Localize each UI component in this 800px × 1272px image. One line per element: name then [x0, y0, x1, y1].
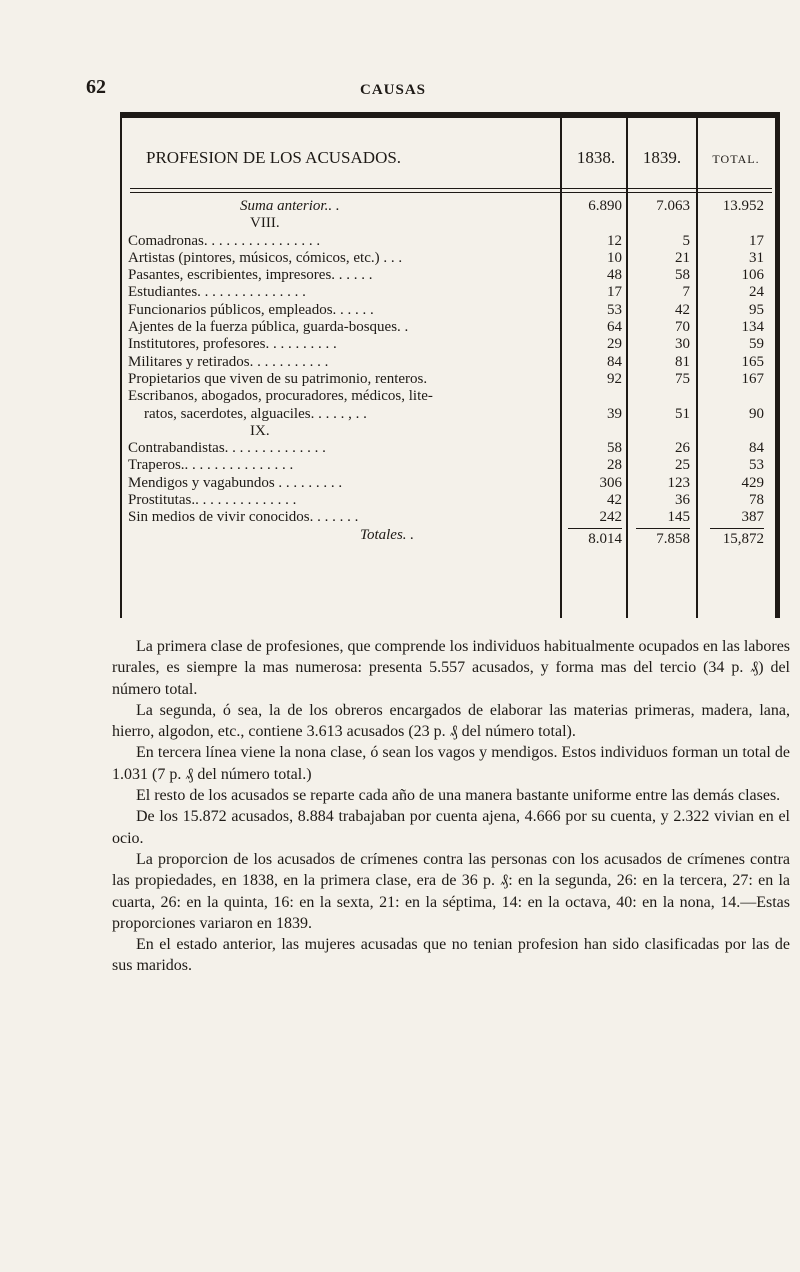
row-label: Militares y retirados. . . . . . . . . . . — [128, 353, 329, 370]
header-1838: 1838. — [576, 148, 616, 167]
value-1839: 70 — [675, 319, 690, 336]
section-heading — [120, 215, 780, 232]
paragraph: La primera clase de profesiones, que comprende los individuos habitualmente ocupados en las labores rurales, es siempre la mas numerosa: presenta 5.557 acusados, y forma mas del tercio (34 p. ₰) del número total. — [112, 638, 791, 698]
value-1839: 26 — [675, 440, 690, 457]
table-row — [120, 457, 780, 474]
value-total: 90 — [749, 405, 764, 422]
value-1838: 64 — [607, 319, 622, 336]
value-total: 387 — [741, 509, 764, 526]
value-1838: 58 — [607, 440, 622, 457]
row-label: Comadronas. . . . . . . . . . . . . . . . — [128, 232, 321, 249]
page-number: 62 — [86, 76, 106, 98]
table-row — [120, 267, 780, 284]
header-rule — [130, 188, 772, 189]
table-row — [120, 440, 780, 457]
totals-row — [120, 527, 780, 549]
row-label: Prostitutas.. . . . . . . . . . . . . . — [128, 492, 297, 509]
table-row — [120, 371, 780, 388]
table-row — [120, 284, 780, 301]
row-label-line: ratos, sacerdotes, alguaciles. . . . . , . . — [144, 405, 367, 422]
table-row — [120, 319, 780, 336]
value-total: 106 — [741, 267, 764, 284]
value-total: 24 — [749, 284, 764, 301]
table-row — [120, 354, 780, 371]
row-label: Artistas (pintores, músicos, cómicos, etc.) . . . — [128, 249, 403, 266]
value-total: 13.952 — [722, 198, 764, 214]
header-total: TOTAL. — [712, 152, 760, 166]
value-1838: 28 — [607, 457, 622, 474]
row-label — [128, 388, 548, 423]
value-total: 429 — [741, 474, 764, 491]
header-rule — [130, 192, 772, 193]
value-1839: 36 — [675, 492, 690, 509]
value-1838: 48 — [607, 267, 622, 284]
row-label: Mendigos y vagabundos . . . . . . . . . — [128, 474, 343, 491]
value-1838: 29 — [607, 336, 622, 353]
section-viii: VIII. — [250, 215, 280, 232]
value-1839: 7.063 — [656, 198, 690, 214]
header-1839: 1839. — [642, 148, 682, 167]
value-1839: 51 — [675, 405, 690, 422]
value-1838: 242 — [599, 509, 622, 526]
row-label: Pasantes, escribientes, impresores. . . . . . — [128, 267, 373, 284]
value-1838: 53 — [607, 301, 622, 318]
table-row — [120, 475, 780, 492]
table-body — [120, 198, 780, 549]
paragraph: De los 15.872 acusados, 8.884 trabajaban por cuenta ajena, 4.666 por su cuenta, y 2.322 vivian en el ocio. — [112, 808, 790, 847]
value-total: 59 — [749, 336, 764, 353]
value-1838: 84 — [607, 353, 622, 370]
section-heading — [120, 423, 780, 440]
table-row — [120, 250, 780, 267]
table-row — [120, 302, 780, 319]
table-row — [120, 492, 780, 509]
paragraph: La proporcion de los acusados de crímenes contra las personas con los acusados de crímenes contra las propiedades, en 1838, en la primera clase, era de 36 p. ₰: en la segunda, 26: en la tercera, 27: en la cuarta, 26: en la quinta, 16: en la sexta, 21: en la séptima, 14: en la octava, 40: en la nona, 14.—Estas proporciones variaron en 1839. — [112, 850, 790, 932]
value-1839: 58 — [675, 267, 690, 284]
value-1839: 30 — [675, 336, 690, 353]
table-row — [120, 233, 780, 250]
value-1838: 39 — [607, 405, 622, 422]
row-label: Ajentes de la fuerza pública, guarda-bosques. . — [128, 319, 409, 336]
value-1839: 7 — [682, 284, 690, 301]
value-1839: 5 — [682, 232, 690, 249]
table-row — [120, 509, 780, 526]
value-total: 17 — [749, 232, 764, 249]
value-1838: 6.890 — [588, 198, 622, 214]
carry-row — [120, 198, 780, 215]
value-total: 84 — [749, 440, 764, 457]
paragraph: En el estado anterior, las mujeres acusadas que no tenian profesion han sido clasificadas por las de sus maridos. — [112, 936, 790, 975]
value-1838: 306 — [599, 474, 622, 491]
value-total: 167 — [741, 370, 764, 387]
total-1838: 8.014 — [568, 528, 622, 548]
row-label-line: Escribanos, abogados, procuradores, médicos, lite- — [128, 388, 433, 405]
row-label: Traperos.. . . . . . . . . . . . . . . — [128, 457, 294, 474]
value-1838: 10 — [607, 249, 622, 266]
profession-table — [120, 112, 780, 618]
value-total: 53 — [749, 457, 764, 474]
value-1839: 75 — [675, 370, 690, 387]
body-text — [112, 636, 790, 977]
value-1839: 21 — [675, 249, 690, 266]
value-1838: 42 — [607, 492, 622, 509]
value-1838: 17 — [607, 284, 622, 301]
value-1839: 25 — [675, 457, 690, 474]
value-1839: 81 — [675, 353, 690, 370]
row-label: Contrabandistas. . . . . . . . . . . . . . — [128, 440, 326, 457]
total-1839: 7.858 — [636, 528, 690, 548]
row-label: Propietarios que viven de su patrimonio, renteros. — [128, 370, 428, 387]
running-title: CAUSAS — [360, 82, 427, 98]
row-label: Sin medios de vivir conocidos. . . . . . . — [128, 509, 359, 526]
value-total: 31 — [749, 249, 764, 266]
value-1838: 92 — [607, 370, 622, 387]
section-ix: IX. — [250, 422, 270, 439]
table-row — [120, 388, 780, 423]
value-1838: 12 — [607, 232, 622, 249]
totals-label: Totales. . — [360, 526, 415, 543]
header-profession: PROFESION DE LOS ACUSADOS. — [146, 148, 402, 167]
value-total: 165 — [741, 353, 764, 370]
paragraph: El resto de los acusados se reparte cada año de una manera bastante uniforme entre las demás clases. — [136, 787, 781, 805]
row-label: Estudiantes. . . . . . . . . . . . . . . — [128, 284, 306, 301]
row-label: Suma anterior.. . — [240, 198, 340, 214]
paragraph: La segunda, ó sea, la de los obreros encargados de elaborar las materias primeras, madera, lana, hierro, algodon, etc., contiene 3.613 acusados (23 p. ₰ del número total). — [112, 701, 790, 741]
table-row — [120, 336, 780, 353]
grand-total: 15,872 — [710, 528, 764, 548]
value-total: 95 — [749, 301, 764, 318]
value-total: 78 — [749, 492, 764, 509]
row-label: Funcionarios públicos, empleados. . . . . . — [128, 301, 374, 318]
value-total: 134 — [741, 319, 764, 336]
paragraph: En tercera línea viene la nona clase, ó sean los vagos y mendigos. Estos individuos forman un total de 1.031 (7 p. ₰ del número total.) — [112, 744, 790, 783]
value-1839: 145 — [667, 509, 690, 526]
value-1839: 42 — [675, 301, 690, 318]
row-label: Institutores, profesores. . . . . . . . . . — [128, 336, 337, 353]
value-1839: 123 — [667, 474, 690, 491]
